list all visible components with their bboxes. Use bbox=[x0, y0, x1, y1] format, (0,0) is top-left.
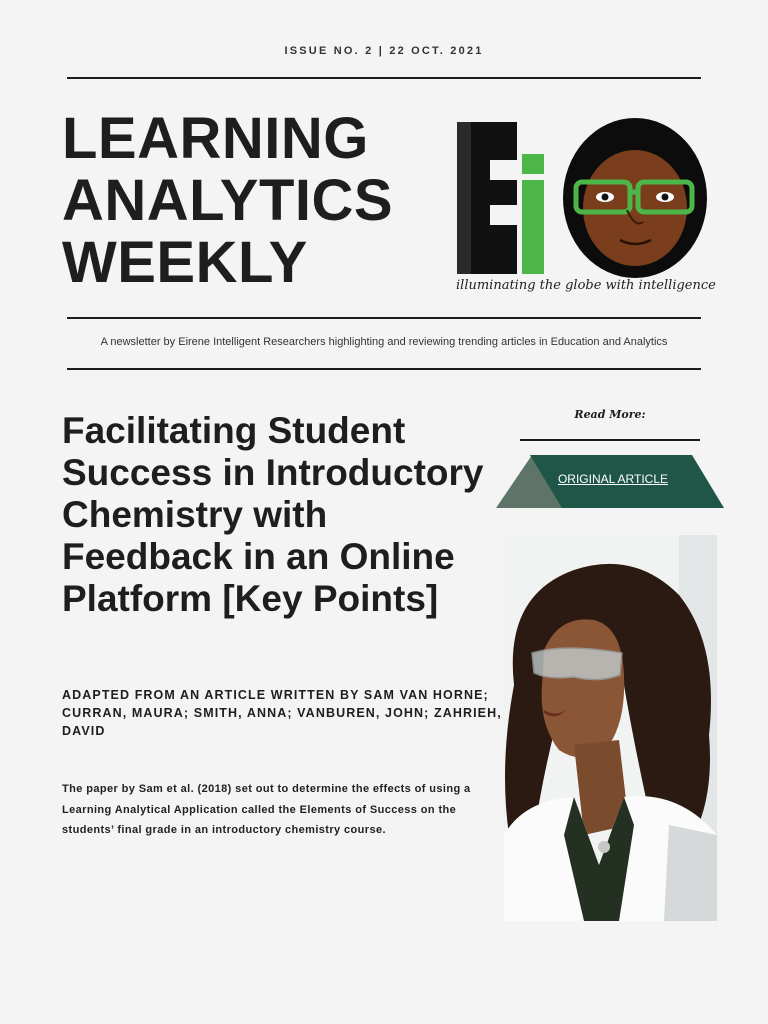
logo-e-letter bbox=[457, 122, 517, 274]
ei-logo bbox=[455, 110, 710, 300]
logo-tagline: illuminating the globe with intelligence bbox=[456, 278, 716, 293]
top-divider bbox=[67, 77, 701, 79]
read-more-label: Read More: bbox=[574, 408, 646, 421]
avatar-face-icon bbox=[563, 118, 707, 278]
original-article-link[interactable]: ORIGINAL ARTICLE bbox=[557, 472, 669, 486]
student-photo bbox=[504, 535, 717, 921]
masthead-line-3: WEEKLY bbox=[62, 230, 308, 295]
newsletter-subtitle: A newsletter by Eirene Intelligent Researchers highlighting and reviewing trending articles in Education and Analytics bbox=[100, 336, 668, 348]
masthead-line-1: LEARNING bbox=[62, 106, 369, 171]
subtitle-top-divider bbox=[67, 317, 701, 319]
article-summary: The paper by Sam et al. (2018) set out to determine the effects of using a Learning Analytical Application called the Elements of Success on the students’ final grade in an introductory chemistry course. bbox=[62, 783, 471, 836]
masthead-title bbox=[62, 108, 393, 294]
masthead-line-2: ANALYTICS bbox=[62, 168, 394, 233]
logo-i-letter bbox=[522, 154, 544, 274]
article-byline: ADAPTED FROM AN ARTICLE WRITTEN BY SAM VAN HORNE; CURRAN, MAURA; SMITH, ANNA; VANBUREN, JOHN; ZAHRIEH, DAVID bbox=[62, 688, 502, 738]
read-more-divider bbox=[520, 439, 700, 441]
issue-line: ISSUE NO. 2 | 22 OCT. 2021 bbox=[284, 45, 484, 57]
subtitle-bottom-divider bbox=[67, 368, 701, 370]
article-title: Facilitating Student Success in Introductory Chemistry with Feedback in an Online Platform [Key Points] bbox=[62, 410, 484, 619]
